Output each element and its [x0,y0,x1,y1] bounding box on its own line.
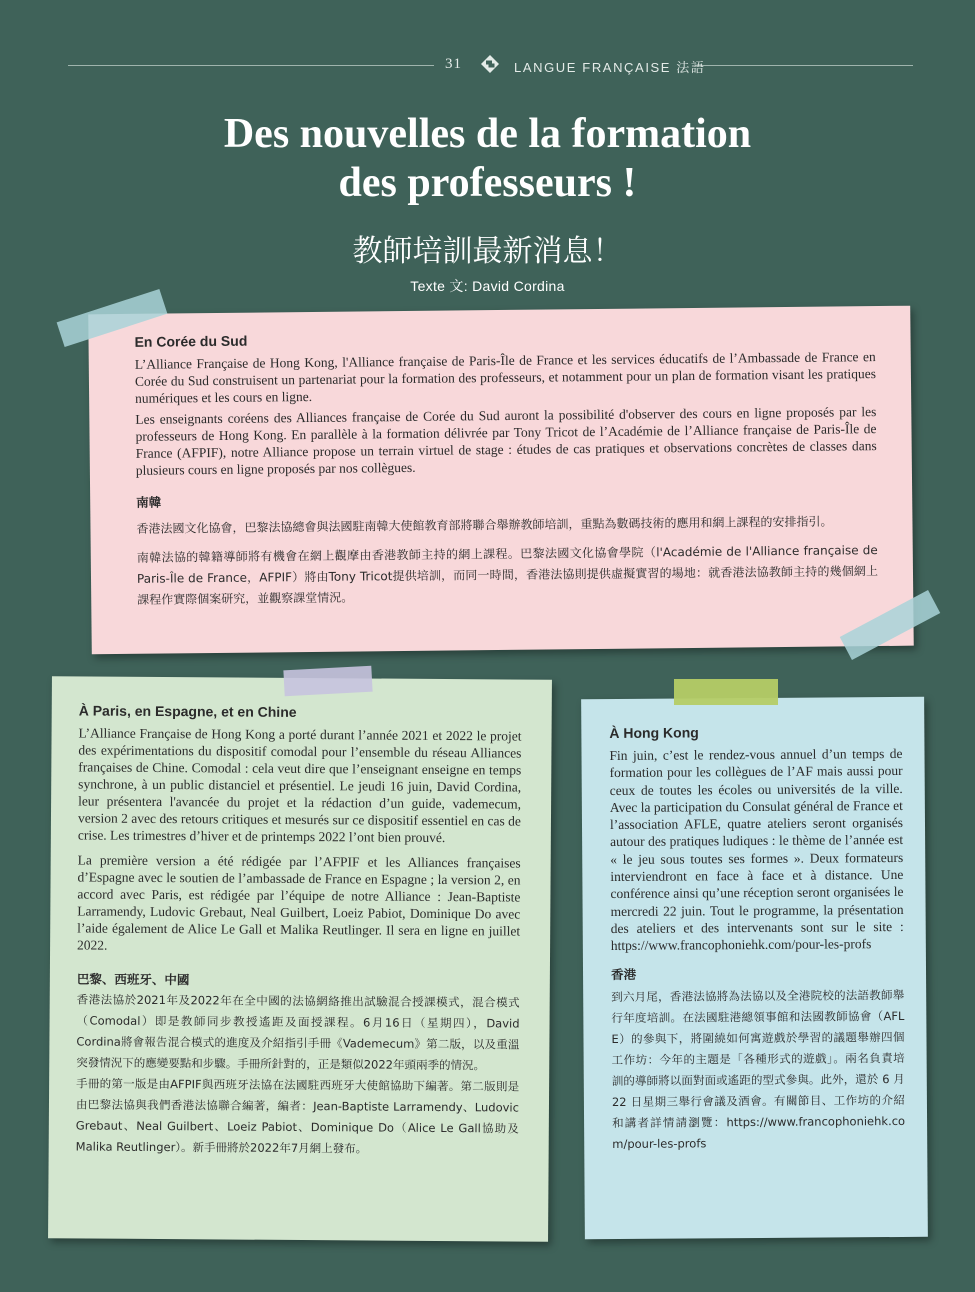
chinese-title: 教師培訓最新消息！ [352,235,623,268]
title-line-2: des professeurs ! [338,160,637,206]
page-number: 31 [445,56,462,72]
korea-paragraph-zh-1: 香港法國文化協會，巴黎法協總會與法國駐南韓大使館教育部將聯合舉辦教師培訓，重點為數碼技術的應用和網上課程的安排指引。 [136,514,833,536]
hongkong-heading-zh: 香港 [610,967,637,982]
speech-bubbles-icon [480,54,500,74]
paris-paragraph-zh-2: 手冊的第一版是由AFPIF與西班牙法協在法國駐西班牙大使館協助下編著。第二版則是由巴黎法協與我們香港法協聯合編著，編者：Jean-Baptiste Larramendy、Ludovic Grebaut、Neal Guilbert、Loeiz Pabiot、Dominique Do（Alice Le Gall協助及Malika Reutlinger）。新手冊將於2022年7月網上發布。 [75,1076,520,1156]
title-line-1: Des nouvelles de la formation [223,111,752,157]
korea-paragraph-1: L’Alliance Française de Hong Kong, l'Alliance française de Paris-Île de France et les services éducatifs de l’Ambassade de France en Corée du Sud construisent un partenariat pour la formation des professeurs, et notamment pour un plan de formation visant les pratiques numériques et les cours en ligne. [134,349,876,406]
paris-note [48,676,552,1241]
paris-heading: À Paris, en Espagne, et en Chine [78,702,297,720]
paris-paragraph-2: La première version a été rédigée par l’AFPIF et les Alliances françaises d’Espagne avec le soutien de l’ambassade de France en Espagne ; la version 2, en accord avec Paris, est rédigée par l’équipe de notre Alliance : Jean-Baptiste Larramendy, Ludovic Grebaut, Neal Guilbert, Loeiz Pabiot, Dominique Do avec l’aide également de Alice Le Gall et Malika Reutlinger. Il sera en ligne en juillet 2022. [77,852,521,953]
korea-paragraph-zh-2: 南韓法協的韓籍導師將有機會在網上觀摩由香港教師主持的網上課程。巴黎法國文化協會學院（l'Académie de l'Alliance française de Paris-Île de France，AFPIF）將由Tony Tricot提供培訓，而同一時間，香港法協則提供虛擬實習的場地：就香港法協教師主持的幾個網上課程作實際個案研究，並觀察課堂情況。 [136,543,879,607]
tape-green-top [283,666,372,697]
korea-note [88,306,914,655]
korea-paragraph-2: Les enseignants coréens des Alliances française de Corée du Sud auront la possibilité d'observer des cours en ligne proposés par les professeurs de Hong Kong. En parallèle à la formation délivrée par Tony Tricot de l’Académie de l’Alliance française de Paris-Île de France (AFPIF), notre Alliance propose un terrain virtuel de stage : études de cas pratiques et observations concrètes de classes dans plusieurs cours en ligne proposés par nos collègues. [135,404,877,478]
tape-blue-top [674,679,778,705]
hongkong-paragraph-zh: 到六月尾，香港法協將為法協以及全港院校的法語教師舉行年度培訓。在法國駐港總領事館和法國教師協會（AFLE）的參與下，將圍繞如何寓遊戲於學習的議題舉辦四個工作坊：今年的主題是「各種形式的遊戲」。兩名負責培訓的導師將以面對面或遙距的型式參與。此外，還於 6 月 22 日星期三舉行會議及酒會。有關節目、工作坊的介紹和講者詳情請瀏覽：https://www.francophoniehk.com/pour-les-profs [611,987,906,1151]
hongkong-note [581,697,928,1239]
header-rule-left [68,65,434,66]
page-title [0,110,975,208]
korea-heading-zh: 南韓 [136,495,162,510]
hongkong-heading: À Hong Kong [609,724,699,742]
paris-paragraph-zh-1: 香港法協於2021年及2022年在全中國的法協網絡推出試驗混合授課模式，混合模式（Comodal）即是教師同步教授遙距及面授課程。6月16日（星期四），David Cordina將會報告混合模式的進度及介紹指引手冊《Vademecum》第二版，以及重溫突發情況下的應變要點和步驟。手冊所針對的，正是類似2022年頭兩季的情況。 [76,992,520,1073]
korea-heading: En Corée du Sud [134,332,248,350]
section-name: LANGUE FRANÇAISE 法語 [514,60,706,75]
header-rule-right [695,65,913,66]
paris-paragraph-1: L’Alliance Française de Hong Kong a porté durant l’année 2021 et 2022 le projet des expérimentations du dispositif comodal pour l’ensemble du réseau Alliances françaises de Chine. Comodal : cela veut dire que l’enseignant enseigne en temps synchrone, à un public distanciel et présentiel. Le jeudi 16 juin, David Cordina, leur présentera l'avancée du projet et la rédaction d’un guide, vademecum, version 2 avec des retours critiques et mesurés sur ce dispositif essentiel en cas de crise. Les trimestres d’hiver et de printemps 2022 l’ont bien prouvé. [77,725,522,846]
byline: Texte 文: David Cordina [410,278,565,294]
paris-heading-zh: 巴黎、西班牙、中國 [76,972,190,988]
hongkong-paragraph-1: Fin juin, c’est le rendez-vous annuel d’un temps de formation pour les collègues de l’AF mais aussi pour ceux de toutes les écoles ou universités de la ville. Avec la participation du Consulat général de France et l’association AFLE, quatre ateliers seront organisés autour des pratiques ludiques : le thème de l’année est « le jeu sous toutes ses formes ». Deux formateurs interviendront en face à face et à distance. Une conférence ainsi qu’une réception seront organisées le mercredi 22 juin. Tout le programme, la présentation des ateliers et des intervenants sont sur le site : https://www.francophoniehk.com/pour-les-profs [609,745,904,954]
